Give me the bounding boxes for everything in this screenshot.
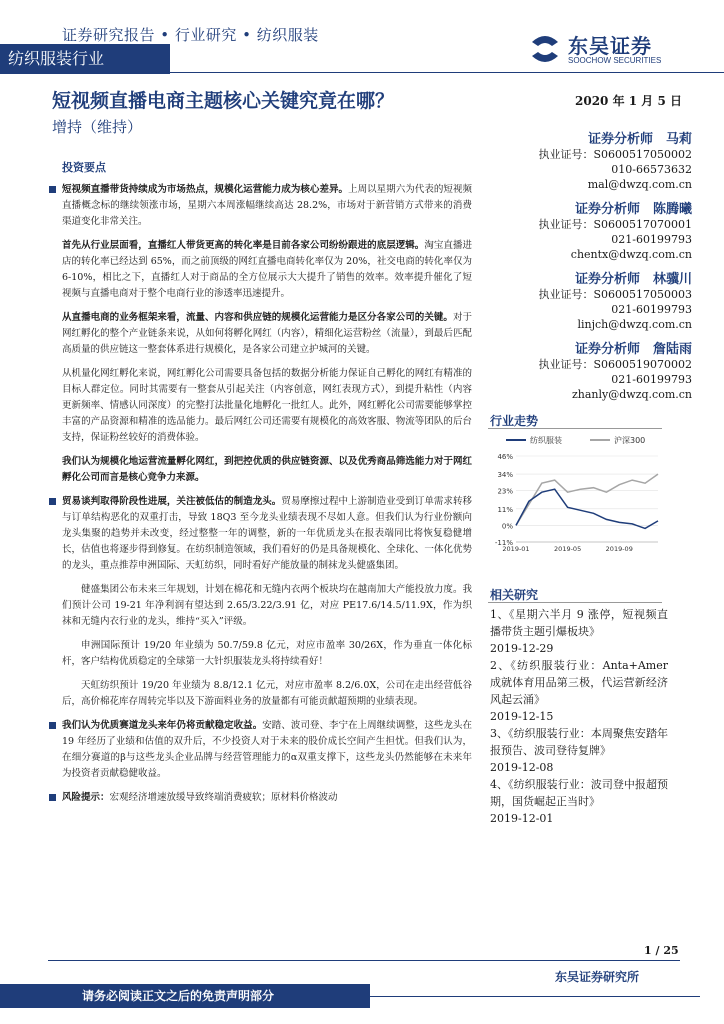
body-paragraph	[62, 366, 472, 446]
related-item-title: 3、《纺织服装行业：本周聚焦安踏年报预告、波司登待复牌》	[490, 727, 668, 757]
report-date: 2020 年 1 月 5 日	[575, 94, 682, 108]
body-paragraph	[62, 238, 472, 302]
analyst-name: 证券分析师 陈腾曦	[574, 202, 692, 217]
rating: 增持（维持）	[52, 118, 143, 136]
related-title: 相关研究	[490, 588, 539, 602]
body-paragraph	[62, 638, 472, 670]
paragraph-lead: 首先从行业层面看，直播红人带货更高的转化率是目前各家公司纷纷跟进的底层逻辑。	[62, 240, 425, 251]
chart-series	[516, 474, 658, 528]
series-line	[516, 474, 658, 525]
analyst-card	[496, 198, 692, 262]
bullet-icon	[49, 722, 56, 729]
related-research-list	[490, 606, 668, 827]
analyst-phone: 021-60199793	[611, 303, 692, 316]
body-paragraph	[62, 454, 472, 486]
breadcrumb: 证券研究报告 • 行业研究 • 纺织服装	[62, 26, 319, 44]
analyst-email[interactable]: chentx@dwzq.com.cn	[570, 248, 692, 261]
related-item[interactable]	[490, 606, 668, 657]
related-item[interactable]	[490, 725, 668, 776]
x-tick-label: 2019-09	[605, 545, 633, 553]
highlight-lead: 贸易谈判取得阶段性进展，关注被低估的制造龙头。	[62, 496, 282, 507]
analyst-phone: 021-60199793	[611, 373, 692, 386]
y-tick-label: 0%	[501, 522, 513, 531]
risk-paragraph	[62, 790, 472, 806]
institute-name: 东吴证券研究所	[555, 970, 640, 984]
risk-label: 风险提示：	[62, 792, 110, 803]
y-tick-label: 46%	[497, 453, 513, 461]
related-item-title: 2、《纺织服装行业：Anta+Amer 成就体育用品第三极，代运营新经济风起云涌》	[490, 659, 668, 706]
bullet-icon	[49, 794, 56, 801]
x-tick-label: 2019-05	[554, 545, 582, 553]
analyst-email[interactable]: zhanly@dwzq.com.cn	[571, 388, 692, 401]
analyst-email[interactable]: linjch@dwzq.com.cn	[577, 318, 692, 331]
related-item-date: 2019-12-15	[490, 710, 554, 723]
analyst-cert: 执业证号：S0600517070001	[538, 218, 692, 231]
investment-highlights	[62, 160, 472, 814]
analyst-email[interactable]: mal@dwzq.com.cn	[587, 178, 692, 191]
highlight-paragraph	[62, 494, 472, 574]
bullet-icon	[49, 498, 56, 505]
risk-text: 宏观经济增速放缓导致终端消费疲软；原材料价格波动	[109, 792, 338, 803]
report-title: 短视频直播电商主题核心关键究竟在哪？	[52, 90, 395, 112]
body-paragraph	[62, 582, 472, 630]
logo-mark-icon	[528, 32, 562, 66]
brand-logo	[528, 30, 678, 70]
highlight-paragraph	[62, 182, 472, 230]
related-item-date: 2019-12-01	[490, 812, 554, 825]
legend-label: 沪深300	[614, 436, 646, 445]
paragraph-lead: 我们认为规模化地运营流量孵化网红，到把控优质的供应链资源、以及优秀商品筛选能力对于网红孵化公司而言是核心竞争力来源。	[62, 456, 472, 483]
bullet-icon	[49, 186, 56, 193]
paragraph-text: 对于网红孵化的整个产业链条来说，从如何将孵化网红（内容），精细化运营粉丝（流量），到最后匹配高质量的供应链这一整套体系进行规模化，是各家公司建立护城河的关键。	[62, 312, 472, 355]
related-rule	[488, 602, 662, 603]
analyst-name: 证券分析师 马莉	[587, 132, 692, 147]
x-tick-label: 2019-01	[502, 545, 530, 553]
related-item[interactable]	[490, 657, 668, 725]
analyst-phone: 021-60199793	[611, 233, 692, 246]
analyst-cert: 执业证号：S0600517050003	[538, 288, 692, 301]
highlight-text: 安踏、波司登、李宁在上周继续调整，这些龙头在 19 年经历了业绩和估值的双升后，不少投资人对于未来的股价成长空间产生担忧。但我们认为，在细分赛道的β与这些龙头企业品牌与经营管理能力的α双重支撑下，这些龙头仍然能够在未来年为投资者贡献稳健收益。	[62, 720, 472, 779]
industry-banner: 纺织服装行业	[0, 44, 170, 74]
analyst-list	[496, 128, 692, 408]
disclaimer-banner	[0, 984, 370, 1008]
related-item-date: 2019-12-29	[490, 642, 554, 655]
analyst-cert: 执业证号：S0600519070002	[538, 358, 692, 371]
body-paragraph	[62, 310, 472, 358]
y-tick-label: -11%	[494, 539, 513, 547]
analyst-card	[496, 268, 692, 332]
paragraph-text: 天虹纺织预计 19/20 年业绩为 8.8/12.1 亿元，对应市盈率 8.2/6.0X，公司在走出经营低谷后，高价棉花库存周转完毕以及下游面料业务的放量都有可能贡献超预期的业绩表现。	[62, 680, 472, 707]
related-item-title: 1、《星期六半月 9 涨停，短视频直播带货主题引爆板块》	[490, 608, 668, 638]
chart-grid	[516, 456, 658, 542]
highlight-text: 上周以星期六为代表的短视频直播概念标的继续领涨市场，星期六本周涨幅继续高达 28.2%，市场对于新营销方式带来的消费渠道变化非常关注。	[62, 184, 472, 227]
highlight-lead: 短视频直播带货持续成为市场热点，规模化运营能力成为核心差异。	[62, 184, 349, 195]
related-item[interactable]	[490, 776, 668, 827]
industry-trend-chart	[488, 430, 664, 558]
trend-rule	[488, 428, 662, 429]
body-paragraph	[62, 678, 472, 710]
related-item-title: 4、《纺织服装行业：波司登中报超预期，国货崛起正当时》	[490, 778, 668, 808]
paragraph-text: 健盛集团公布未来三年规划，计划在棉花和无缝内衣两个板块均在越南加大产能投放力度。我们预计公司 19-21 年净利润有望达到 2.65/3.22/3.91 亿，对应 PE17.6/14.5/11.9X，作为织袜和无缝内衣行业的龙头，维持“买入”评级。	[62, 584, 472, 627]
header-rule	[0, 72, 724, 73]
analyst-phone: 010-66573632	[611, 163, 692, 176]
analyst-cert: 执业证号：S0600517050002	[538, 148, 692, 161]
footer-rule	[48, 960, 680, 961]
analyst-card	[496, 128, 692, 192]
paragraph-text: 从机量化网红孵化来说，网红孵化公司需要具备包括的数据分析能力保证自己孵化的网红有精准的目标人群定位。同时其需要有一整套从引起关注（内容创意，网红表现方式），到提升粘性（内容更新频率、情感认同深度）的完整打法批量化地孵化一批红人。此外，网红孵化公司需要能够掌控丰富的产品资源和精准的选品能力。最后网红公司还需要有规模化的高效客服、物流等团队的后台支持，保证粉丝较好的消费体验。	[62, 368, 472, 443]
paragraph-text: 申洲国际预计 19/20 年业绩为 50.7/59.8 亿元，对应市盈率 30/26X，作为垂直一体化标杆，客户结构优质稳定的全球第一大针织服装龙头将持续看好！	[62, 640, 472, 667]
legend-label: 纺织服装	[530, 436, 562, 445]
highlight-paragraph	[62, 718, 472, 782]
related-item-date: 2019-12-08	[490, 761, 554, 774]
logo-subtext: SOOCHOW SECURITIES	[568, 56, 662, 65]
y-tick-label: 34%	[497, 471, 513, 480]
highlight-text: 贸易摩擦过程中上游制造业受到订单需求转移与订单结构恶化的双重打击，导致 18Q3 至今龙头业绩表现不尽如人意。但我们认为行业份额向龙头集聚的趋势并未改变，经过整整一年的调整，新的一年优质龙头在报表端同比将恢复稳健增长，估值也将逐步得到修复。在纺织制造领域，我们看好的仍是具备规模化、全球化、一体化优势的龙头，重点推荐申洲国际、天虹纺织，同时看好产能放量的制袜龙头健盛集团。	[62, 496, 472, 571]
paragraph-text: 淘宝直播进店的转化率已经达到 65%，而之前顶级的网红直播电商转化率仅为 20%，社交电商的转化率仅为 6-10%，相比之下，直播红人对于商品的全方位展示大大提升了销售的效率。效率提升催化了短视频与直播电商对于整个电商行业的渗透率迅速提升。	[62, 240, 472, 299]
chart-legend	[506, 435, 645, 445]
disclaimer-text: 请务必阅读正文之后的免责声明部分	[82, 989, 275, 1003]
analyst-name: 证券分析师 林骥川	[574, 272, 692, 287]
footer-line	[370, 996, 700, 997]
highlight-lead: 我们认为优质赛道龙头来年仍将贡献稳定收益。	[62, 720, 263, 731]
trend-title: 行业走势	[490, 414, 539, 428]
y-tick-label: 23%	[497, 487, 513, 496]
logo-text: 东吴证券	[568, 34, 652, 58]
y-tick-label: 11%	[497, 505, 513, 514]
paragraph-lead: 从直播电商的业务框架来看，流量、内容和供应链的规模化运营能力是区分各家公司的关键。	[62, 312, 453, 323]
analyst-name: 证券分析师 詹陆雨	[574, 342, 692, 357]
page-number: 1 / 25	[644, 944, 679, 957]
analyst-card	[496, 338, 692, 402]
section-heading: 投资要点	[62, 161, 106, 174]
